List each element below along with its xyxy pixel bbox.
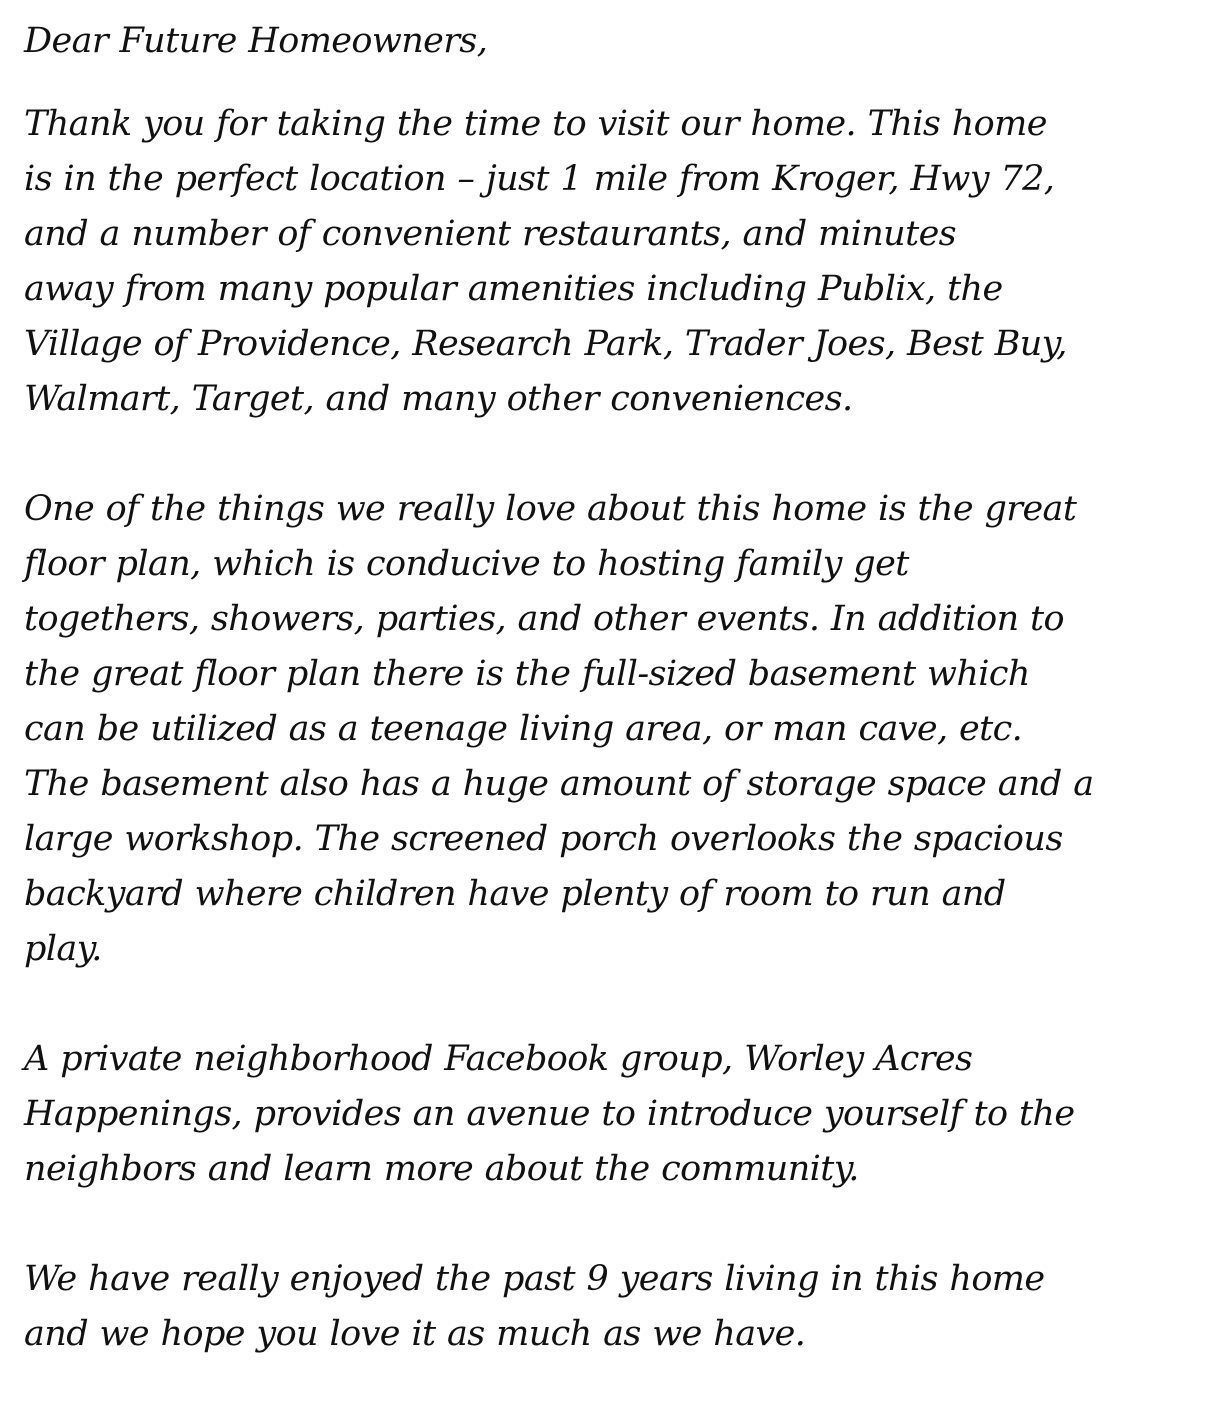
text-line: floor plan, which is conducive to hosting family get [24, 544, 909, 584]
text-line: backyard where children have plenty of room to run and [24, 874, 1006, 914]
text-line: A private neighborhood Facebook group, Worley Acres [24, 1039, 973, 1079]
text-line: Happenings, provides an avenue to introduce yourself to the [24, 1094, 1075, 1134]
paragraph-neighborhood [24, 1032, 1204, 1197]
text-line: The basement also has a huge amount of storage space and a [24, 764, 1094, 804]
text-line: can be utilized as a teenage living area, or man cave, etc. [24, 709, 1023, 749]
text-line: large workshop. The screened porch overlooks the spacious [24, 819, 1063, 859]
paragraph-gap [24, 1197, 1204, 1252]
paragraph-floor-plan [24, 482, 1204, 977]
text-line: Walmart, Target, and many other conveniences. [24, 379, 853, 419]
text-line: play. [24, 929, 102, 969]
text-line: togethers, showers, parties, and other events. In addition to [24, 599, 1064, 639]
text-line: We have really enjoyed the past 9 years living in this home [24, 1259, 1045, 1299]
paragraph-gap [24, 977, 1204, 1032]
text-line: neighbors and learn more about the community. [24, 1149, 859, 1189]
text-line: Thank you for taking the time to visit our home. This home [24, 104, 1047, 144]
text-line: Village of Providence, Research Park, Trader Joes, Best Buy, [24, 324, 1067, 364]
paragraph-closing [24, 1252, 1204, 1362]
text-line: the great floor plan there is the full-sized basement which [24, 654, 1030, 694]
text-line: One of the things we really love about this home is the great [24, 489, 1077, 529]
letter [24, 14, 1204, 1362]
text-line: is in the perfect location – just 1 mile from Kroger, Hwy 72, [24, 159, 1055, 199]
paragraph-location [24, 97, 1204, 427]
text-line: away from many popular amenities including Publix, the [24, 269, 1003, 309]
text-line: and a number of convenient restaurants, and minutes [24, 214, 957, 254]
text-line: and we hope you love it as much as we have. [24, 1314, 806, 1354]
salutation: Dear Future Homeowners, [24, 21, 488, 61]
paragraph-gap [24, 427, 1204, 482]
